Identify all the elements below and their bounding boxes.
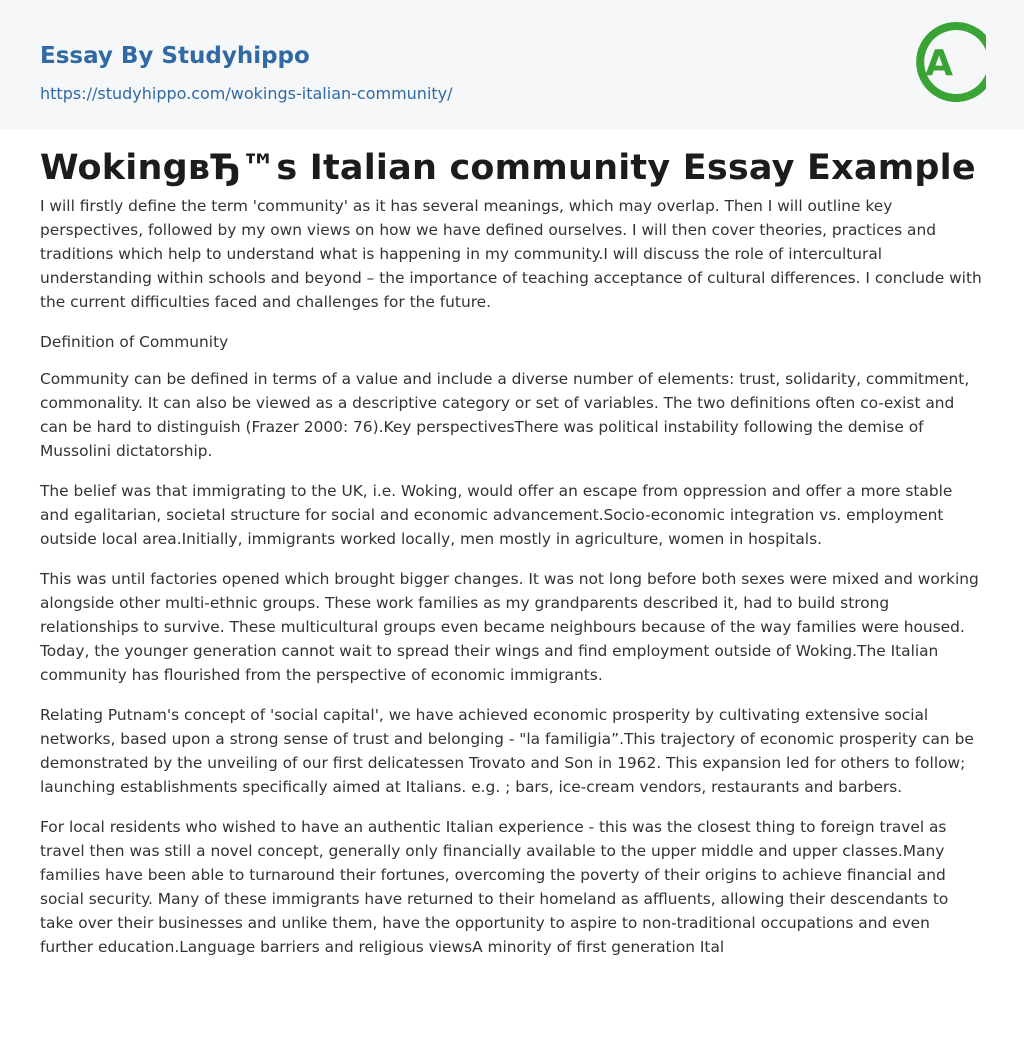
paragraph-local-residents: For local residents who wished to have an authentic Italian experience - this was the closest thing to foreign travel as travel then was still a novel concept, generally only financially available to the upper middle and upper classes.Many families have been able to turnaround their fortunes, overcoming the poverty of their origins to achieve financial and social security. Many of these immigrants have returned to their homeland as affluents, allowing their descendants to take over their businesses and unlike them, have the opportunity to aspire to non-traditional occupations and even further education.Language barriers and religious viewsA minority of first generation Ital xyxy=(40,818,949,956)
article-body xyxy=(40,194,984,975)
paragraph-definition: Community can be defined in terms of a value and include a diverse number of elements: trust, solidarity, commitment, commonality. It can also be viewed as a descriptive category or set of variables. The two definitions often co-exist and can be hard to distinguish (Frazer 2000: 76).Key perspectivesThere was political instability following the demise of Mussolini dictatorship. xyxy=(40,370,970,460)
paragraph-factories: This was until factories opened which brought bigger changes. It was not long before both sexes were mixed and working alongside other multi-ethnic groups. These work families as my grandparents described it, had to build strong relationships to survive. These multicultural groups even became neighbours because of the way families were housed. Today, the younger generation cannot wait to spread their wings and find employment outside of Woking.The Italian community has flourished from the perspective of economic immigrants. xyxy=(40,570,979,684)
paragraph-intro: I will firstly define the term 'community' as it has several meanings, which may overlap. Then I will outline key perspectives, followed by my own views on how we have defined ourselves. I will then cover theories, practices and traditions which help to understand what is happening in my community.I will discuss the role of intercultural understanding within schools and beyond – the importance of teaching acceptance of cultural differences. I conclude with the current difficulties faced and challenges for the future. xyxy=(40,197,982,311)
paragraph-immigration: The belief was that immigrating to the UK, i.e. Woking, would offer an escape from oppression and offer a more stable and egalitarian, societal structure for social and economic advancement.Socio-economic integration vs. employment outside local area.Initially, immigrants worked locally, men mostly in agriculture, women in hospitals. xyxy=(40,482,953,548)
article-title: WokingвЂ™s Italian community Essay Example xyxy=(40,148,976,188)
paragraph-social-capital: Relating Putnam's concept of 'social capital', we have achieved economic prosperity by cultivating extensive social networks, based upon a strong sense of trust and belonging - "la familigia”.This trajectory of economic prosperity can be demonstrated by the unveiling of our first delicatessen Trovato and Son in 1962. This expansion led for others to follow; launching establishments specifically aimed at Italians. e.g. ; bars, ice-cream vendors, restaurants and barbers. xyxy=(40,706,974,796)
logo-letter: A xyxy=(925,43,953,84)
section-heading-definition: Definition of Community xyxy=(40,333,229,351)
article-url-link[interactable]: https://studyhippo.com/wokings-italian-community/ xyxy=(40,84,453,103)
site-brand[interactable]: Essay By Studyhippo xyxy=(40,43,310,69)
